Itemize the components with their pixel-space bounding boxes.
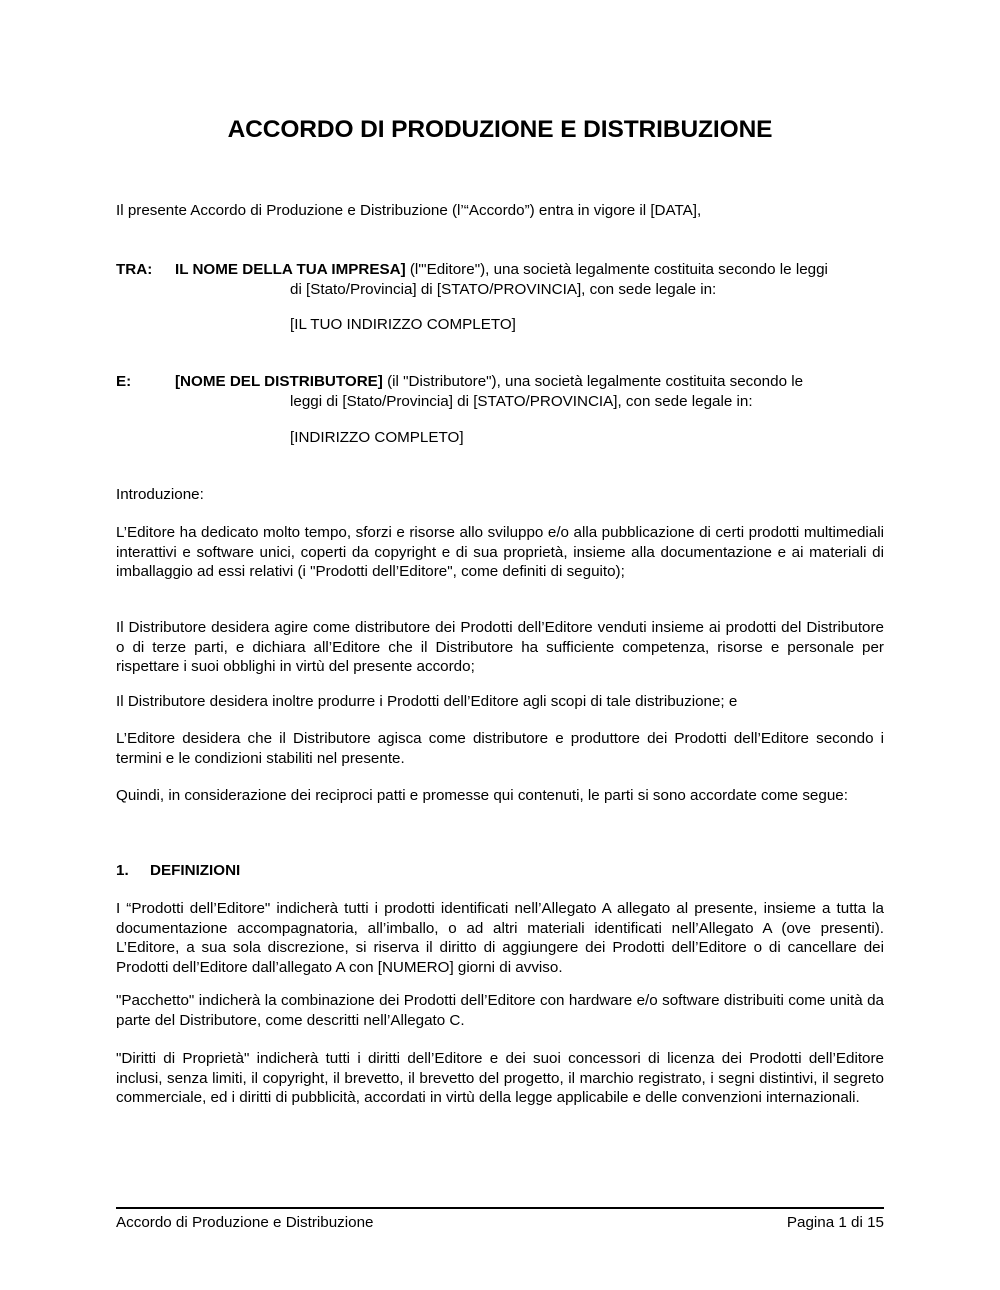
footer-page-number: Pagina 1 di 15 [786,1214,884,1231]
footer-divider [116,1207,884,1209]
party-desc-line1: (il "Distributore"), una società legalmente costituita secondo le [382,373,804,390]
party-desc-line2: di [Stato/Provincia] di [STATO/PROVINCIA], con sede legale in: [290,280,717,298]
party-description-distributore [175,372,884,411]
introduction-heading: Introduzione: [116,486,204,503]
intro-line: Il presente Accordo di Produzione e Distribuzione (l’“Accordo”) entra in vigore il [DATA], [116,202,702,219]
party-description-editore [175,260,884,299]
definition-paragraph: I “Prodotti dell’Editore" indicherà tutti i prodotti identificati nell’Allegato A allegato al presente, insieme a tutta la documentazione accompagnatoria, all’imballo, o ad altri materiali identificati nell’Allegato A (ove presenti). L’Editore, a sua sola discrezione, si riserva il diritto di aggiungere dei Prodotti dell’Editore o di cancellare dei Prodotti dell’Editore dall’allegato A con [NUMERO] giorni di avviso. [116,900,884,976]
party-address-editore: [IL TUO INDIRIZZO COMPLETO] [290,316,516,333]
party-name-editore: IL NOME DELLA TUA IMPRESA] [175,261,406,278]
recital-paragraph: Il Distributore desidera inoltre produrre i Prodotti dell’Editore agli scopi di tale distribuzione; e [116,693,738,710]
party-address-distributore: [INDIRIZZO COMPLETO] [290,429,464,446]
footer-document-name: Accordo di Produzione e Distribuzione [116,1214,374,1231]
party-desc-line2: leggi di [Stato/Provincia] di [STATO/PROVINCIA], con sede legale in: [290,392,753,410]
definition-paragraph: "Pacchetto" indicherà la combinazione dei Prodotti dell’Editore con hardware e/o software distribuiti come unità da parte del Distributore, come descritti nell’Allegato C. [116,992,884,1029]
recital-paragraph: Il Distributore desidera agire come distributore dei Prodotti dell’Editore venduti insieme ai prodotti del Distributore o di terze parti, e dichiara all’Editore che il Distributore ha sufficiente competenza, risorse e personale per rispettare i suoi obblighi in virtù del presente accordo; [116,619,884,675]
recital-paragraph: L’Editore ha dedicato molto tempo, sforzi e risorse allo sviluppo e/o alla pubblicazione di certi prodotti multimediali interattivi e software unici, coperti da copyright e di sua proprietà, insieme alla documentazione e ai materiali di imballaggio ad essi relativi (i "Prodotti dell’Editore", come definiti di seguito); [116,524,884,580]
party-label-tra: TRA: [116,261,153,278]
section-title: DEFINIZIONI [150,862,241,879]
section-number: 1. [116,862,129,879]
party-name-distributore: [NOME DEL DISTRIBUTORE] [175,373,383,390]
document-title: ACCORDO DI PRODUZIONE E DISTRIBUZIONE [227,116,773,143]
recital-paragraph: Quindi, in considerazione dei reciproci patti e promesse qui contenuti, le parti si sono accordate come segue: [116,787,848,804]
party-desc-line1: (l'"Editore"), una società legalmente costituita secondo le leggi [405,261,828,278]
section-heading-definizioni [116,861,240,881]
definition-paragraph: "Diritti di Proprietà" indicherà tutti i diritti dell’Editore e dei suoi concessori di licenza dei Prodotti dell’Editore inclusi, senza limiti, il copyright, il brevetto, il brevetto del progetto, il marchio registrato, i segni distintivi, il segreto commerciale, ed i diritti di pubblicità, accordati in virtù della legge applicabile e delle convenzioni internazionali. [116,1050,884,1106]
party-label-e: E: [116,373,132,390]
recital-paragraph: L’Editore desidera che il Distributore agisca come distributore e produttore dei Prodotti dell’Editore secondo i termini e le condizioni stabiliti nel presente. [116,730,884,767]
